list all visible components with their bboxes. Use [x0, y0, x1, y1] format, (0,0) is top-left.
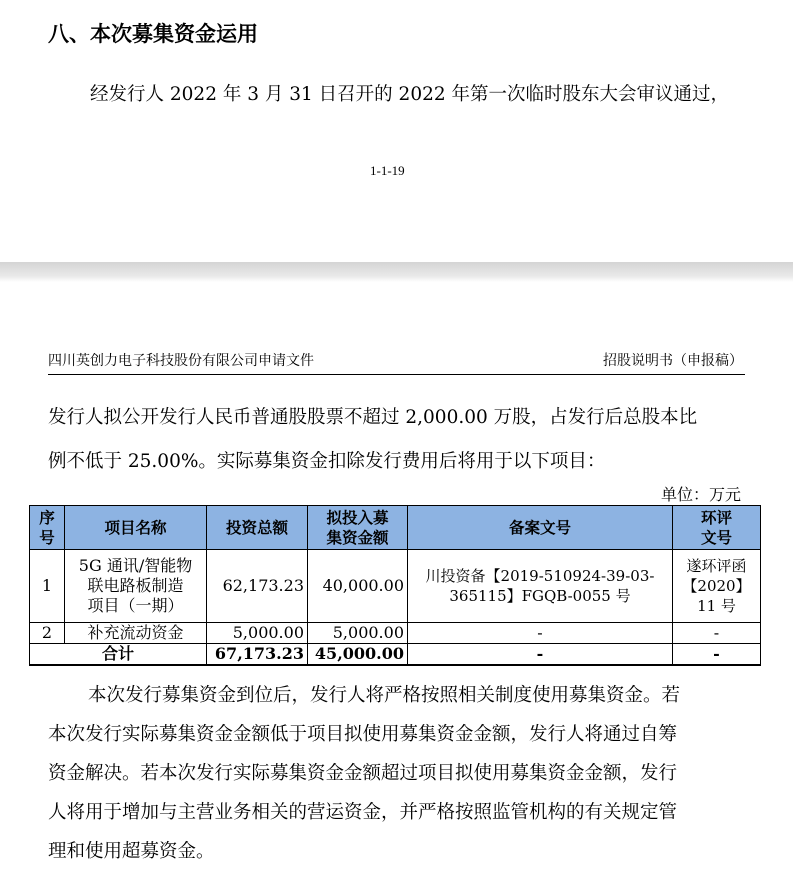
header-seq: 序 号: [30, 506, 65, 550]
page-number: 1-1-19: [370, 163, 405, 178]
body-line: 资金解决。若本次发行实际募集资金金额超过项目拟使用募集资金金额，发行: [48, 763, 678, 784]
table-row: [30, 550, 761, 623]
header-env-number: 环评 文号: [673, 506, 761, 550]
cell-total-raised: 45,000.00: [308, 644, 408, 666]
fund-usage-table: [29, 505, 761, 666]
cell-raised: 40,000.00: [308, 550, 408, 623]
header-project-name: 项目名称: [65, 506, 207, 550]
intro-line: 发行人拟公开发行人民币普通股股票不超过 2,000.00 万股，占发行后总股本比: [48, 407, 698, 428]
cell-seq: 1: [30, 550, 65, 623]
cell-total-env: -: [673, 644, 761, 666]
header-filing-number: 备案文号: [408, 506, 673, 550]
cell-total-filing: -: [408, 644, 673, 666]
cell-total-label: 合计: [30, 644, 207, 666]
table-total-row: [30, 644, 761, 666]
table-header-row: [30, 506, 761, 550]
header-company: 四川英创力电子科技股份有限公司申请文件: [48, 353, 314, 369]
cell-project-name: 5G 通讯/智能物 联电路板制造 项目（一期）: [65, 550, 207, 623]
cell-env: -: [673, 623, 761, 644]
cell-total-investment: 67,173.23: [207, 644, 308, 666]
body-line: 理和使用超募资金。: [48, 841, 215, 862]
body-line: 本次发行募集资金到位后，发行人将严格按照相关制度使用募集资金。若: [88, 685, 681, 706]
intro-line: 例不低于 25.00%。实际募集资金扣除发行费用后将用于以下项目：: [48, 451, 606, 472]
header-total-investment: 投资总额: [207, 506, 308, 550]
cell-filing: 川投资备【2019-510924-39-03- 365115】FGQB-0055 号: [408, 550, 673, 623]
unit-label: 单位：万元: [660, 485, 741, 504]
cell-env: 遂环评函 【2020】 11 号: [673, 550, 761, 623]
cell-seq: 2: [30, 623, 65, 644]
header-rule: [48, 374, 745, 375]
body-line: 人将用于增加与主营业务相关的营运资金，并严格按照监管机构的有关规定管: [48, 802, 678, 823]
header-doc-type: 招股说明书（申报稿）: [603, 353, 743, 369]
cell-project-name: 补充流动资金: [65, 623, 207, 644]
header-raised-amount: 拟投入募 集资金额: [308, 506, 408, 550]
body-line: 本次发行实际募集资金金额低于项目拟使用募集资金金额，发行人将通过自筹: [48, 724, 678, 745]
cell-investment: 5,000.00: [207, 623, 308, 644]
cell-filing: -: [408, 623, 673, 644]
page-separator: [0, 262, 793, 282]
prev-page-paragraph: 经发行人 2022 年 3 月 31 日召开的 2022 年第一次临时股东大会审议通过，: [90, 84, 730, 105]
section-title: 八、本次募集资金运用: [48, 22, 258, 46]
cell-investment: 62,173.23: [207, 550, 308, 623]
table-row: [30, 623, 761, 644]
cell-raised: 5,000.00: [308, 623, 408, 644]
